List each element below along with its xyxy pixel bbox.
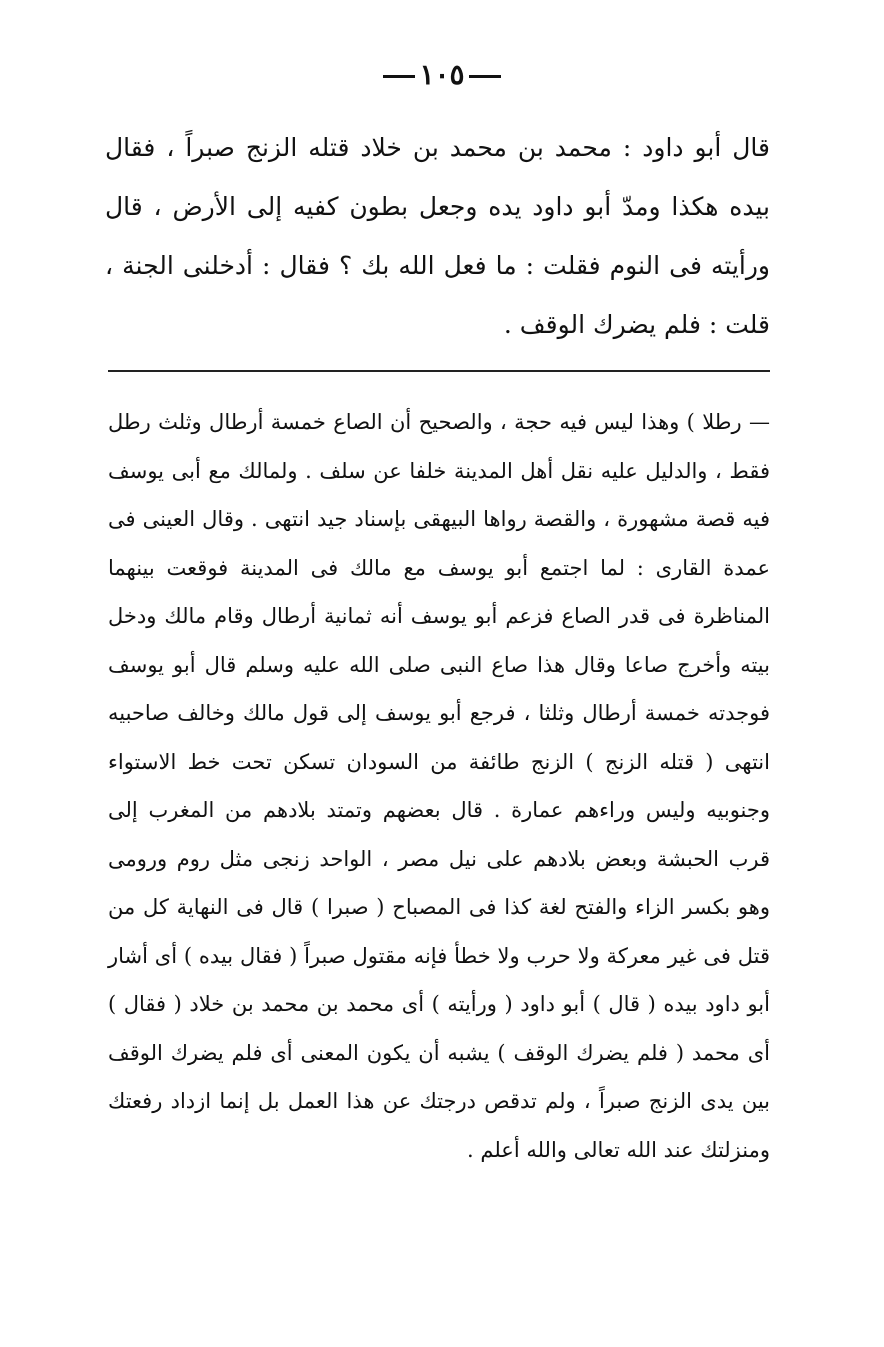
page-number-dash-left [383, 75, 415, 78]
footnote-separator-line [108, 370, 770, 372]
commentary-block [108, 398, 770, 1174]
main-text-block [105, 118, 770, 354]
page-number-dash-right [469, 75, 501, 78]
main-text-paragraph: قال أبو داود : محمد بن محمد بن خلاد قتله الزنج صبراً ، فقال بيده هكذا ومدّ أبو داود يده وجعل بطون كفيه إلى الأرض ، قال ورأيته فى النوم فقلت : ما فعل الله بك ؟ فقال : أدخلنى الجنة ، قلت : فلم يضرك الوقف . [105, 133, 770, 339]
page-number [0, 58, 884, 91]
page-number-text: ١٠٥ [419, 58, 465, 91]
commentary-paragraph: — رطلا ) وهذا ليس فيه حجة ، والصحيح أن الصاع خمسة أرطال وثلث رطل فقط ، والدليل عليه نقل أهل المدينة خلفا عن سلف . ولمالك مع أبى يوسف فيه قصة مشهورة ، والقصة رواها البيهقى بإسناد جيد انتهى . وقال العينى فى عمدة القارى : لما اجتمع أبو يوسف مع مالك فى المدينة فوقعت بينهما المناظرة فى قدر الصاع فزعم أبو يوسف أنه ثمانية أرطال وقام مالك ودخل بيته وأخرج صاعا وقال هذا صاع النبى صلى الله عليه وسلم قال أبو يوسف فوجدته خمسة أرطال وثلثا ، فرجع أبو يوسف إلى قول مالك وخالف صاحبيه انتهى ( قتله الزنج ) الزنج طائفة من السودان تسكن تحت خط الاستواء وجنوبيه وليس وراءهم عمارة . قال بعضهم وتمتد بلادهم من المغرب إلى قرب الحبشة وبعض بلادهم على نيل مصر ، الواحد زنجى مثل روم ورومى وهو بكسر الزاء والفتح لغة كذا فى المصباح ( صبرا ) قال فى النهاية كل من قتل فى غير معركة ولا حرب ولا خطأ فإنه مقتول صبراً ( فقال بيده ) أى أشار أبو داود بيده ( قال ) أبو داود ( ورأيته ) أى محمد بن محمد بن خلاد ( فقال ) أى محمد ( فلم يضرك الوقف ) يشبه أن يكون المعنى أى فلم يضرك الوقف بين يدى الزنج صبراً ، ولم تدقص درجتك عن هذا العمل بل إنما ازداد رفعتك ومنزلتك عند الله تعالى والله أعلم . [108, 410, 770, 1162]
